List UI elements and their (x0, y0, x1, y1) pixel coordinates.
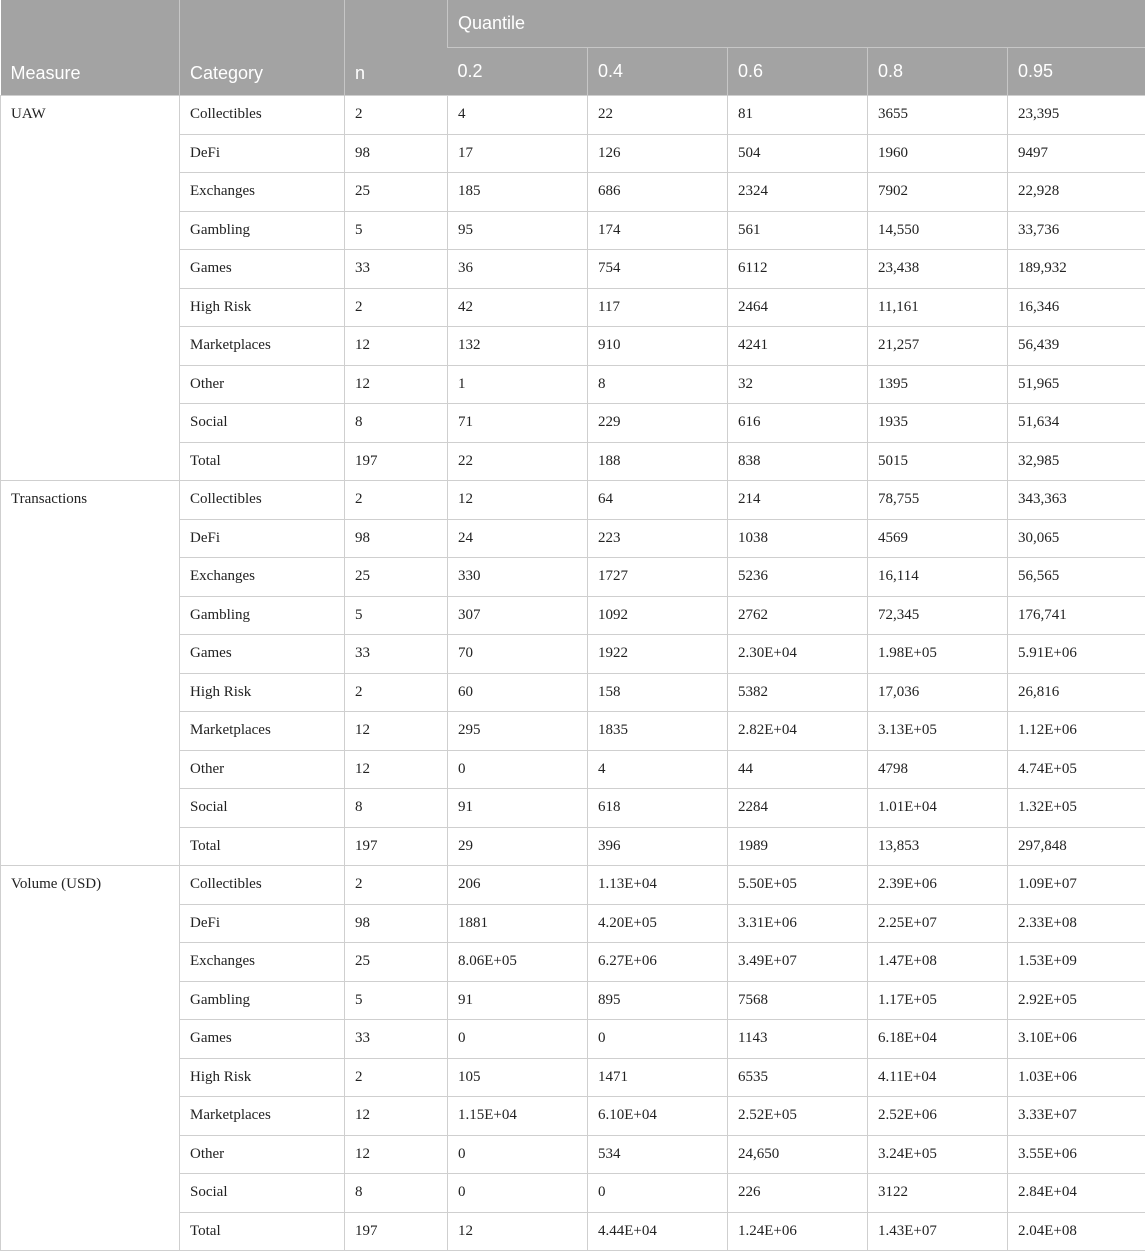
category-cell: Total (180, 1212, 345, 1251)
category-cell: Social (180, 1174, 345, 1213)
header-quantile-0-6: 0.6 (728, 48, 868, 96)
quantile-value-cell: 754 (588, 250, 728, 289)
quantile-value-cell: 295 (448, 712, 588, 751)
quantile-value-cell: 105 (448, 1058, 588, 1097)
quantile-value-cell: 330 (448, 558, 588, 597)
category-cell: DeFi (180, 904, 345, 943)
quantile-value-cell: 81 (728, 96, 868, 135)
quantile-value-cell: 3.55E+06 (1008, 1135, 1145, 1174)
quantile-value-cell: 6535 (728, 1058, 868, 1097)
quantile-value-cell: 2762 (728, 596, 868, 635)
quantile-value-cell: 5236 (728, 558, 868, 597)
category-cell: Games (180, 635, 345, 674)
quantile-value-cell: 91 (448, 789, 588, 828)
measure-cell: Transactions (1, 481, 180, 866)
category-cell: Total (180, 442, 345, 481)
n-cell: 33 (345, 250, 448, 289)
category-cell: Gambling (180, 596, 345, 635)
quantile-value-cell: 16,346 (1008, 288, 1145, 327)
quantile-value-cell: 23,438 (868, 250, 1008, 289)
quantile-value-cell: 3122 (868, 1174, 1008, 1213)
quantile-value-cell: 229 (588, 404, 728, 443)
header-quantile: Quantile (448, 0, 1145, 48)
quantile-value-cell: 0 (448, 1174, 588, 1213)
table-row (1, 96, 1145, 135)
quantile-value-cell: 60 (448, 673, 588, 712)
n-cell: 98 (345, 904, 448, 943)
quantile-value-cell: 17 (448, 134, 588, 173)
measure-cell: Volume (USD) (1, 866, 180, 1251)
n-cell: 12 (345, 327, 448, 366)
header-quantile-0-4: 0.4 (588, 48, 728, 96)
quantile-value-cell: 4.44E+04 (588, 1212, 728, 1251)
quantile-value-cell: 1835 (588, 712, 728, 751)
header-measure: Measure (1, 0, 180, 96)
n-cell: 98 (345, 134, 448, 173)
quantile-value-cell: 30,065 (1008, 519, 1145, 558)
quantile-value-cell: 1.32E+05 (1008, 789, 1145, 828)
category-cell: High Risk (180, 673, 345, 712)
quantile-value-cell: 1038 (728, 519, 868, 558)
category-cell: High Risk (180, 288, 345, 327)
quantile-value-cell: 1935 (868, 404, 1008, 443)
n-cell: 8 (345, 789, 448, 828)
quantile-value-cell: 0 (588, 1174, 728, 1213)
n-cell: 197 (345, 1212, 448, 1251)
category-cell: Marketplaces (180, 1097, 345, 1136)
quantile-value-cell: 223 (588, 519, 728, 558)
quantile-value-cell: 2.52E+06 (868, 1097, 1008, 1136)
category-cell: Other (180, 365, 345, 404)
quantile-value-cell: 5015 (868, 442, 1008, 481)
quantile-value-cell: 11,161 (868, 288, 1008, 327)
quantile-value-cell: 3655 (868, 96, 1008, 135)
quantile-value-cell: 1.53E+09 (1008, 943, 1145, 982)
n-cell: 5 (345, 211, 448, 250)
category-cell: High Risk (180, 1058, 345, 1097)
quantile-value-cell: 226 (728, 1174, 868, 1213)
n-cell: 98 (345, 519, 448, 558)
category-cell: Marketplaces (180, 712, 345, 751)
quantile-value-cell: 4.74E+05 (1008, 750, 1145, 789)
category-cell: Games (180, 250, 345, 289)
quantile-value-cell: 3.33E+07 (1008, 1097, 1145, 1136)
quantile-value-cell: 2324 (728, 173, 868, 212)
category-cell: Gambling (180, 981, 345, 1020)
quantile-value-cell: 24 (448, 519, 588, 558)
quantile-value-cell: 2.30E+04 (728, 635, 868, 674)
quantile-value-cell: 504 (728, 134, 868, 173)
quantile-value-cell: 2.52E+05 (728, 1097, 868, 1136)
n-cell: 25 (345, 943, 448, 982)
category-cell: Exchanges (180, 173, 345, 212)
quantile-value-cell: 534 (588, 1135, 728, 1174)
quantile-value-cell: 396 (588, 827, 728, 866)
category-cell: Collectibles (180, 481, 345, 520)
quantile-value-cell: 22 (588, 96, 728, 135)
quantile-value-cell: 21,257 (868, 327, 1008, 366)
quantile-value-cell: 206 (448, 866, 588, 905)
quantile-value-cell: 12 (448, 481, 588, 520)
quantile-value-cell: 2.92E+05 (1008, 981, 1145, 1020)
quantile-value-cell: 2.84E+04 (1008, 1174, 1145, 1213)
quantile-value-cell: 5382 (728, 673, 868, 712)
quantile-value-cell: 1.43E+07 (868, 1212, 1008, 1251)
quantile-value-cell: 16,114 (868, 558, 1008, 597)
category-cell: Social (180, 789, 345, 828)
quantile-value-cell: 1471 (588, 1058, 728, 1097)
quantile-value-cell: 71 (448, 404, 588, 443)
category-cell: Marketplaces (180, 327, 345, 366)
n-cell: 2 (345, 288, 448, 327)
quantile-value-cell: 33,736 (1008, 211, 1145, 250)
quantile-value-cell: 561 (728, 211, 868, 250)
quantile-value-cell: 174 (588, 211, 728, 250)
quantile-value-cell: 7902 (868, 173, 1008, 212)
quantile-value-cell: 5.50E+05 (728, 866, 868, 905)
quantile-value-cell: 13,853 (868, 827, 1008, 866)
quantile-value-cell: 17,036 (868, 673, 1008, 712)
quantile-value-cell: 12 (448, 1212, 588, 1251)
quantile-value-cell: 6.27E+06 (588, 943, 728, 982)
quantile-value-cell: 126 (588, 134, 728, 173)
n-cell: 2 (345, 866, 448, 905)
n-cell: 8 (345, 404, 448, 443)
n-cell: 2 (345, 96, 448, 135)
quantile-value-cell: 1922 (588, 635, 728, 674)
quantile-value-cell: 72,345 (868, 596, 1008, 635)
quantile-value-cell: 78,755 (868, 481, 1008, 520)
category-cell: Total (180, 827, 345, 866)
category-cell: DeFi (180, 134, 345, 173)
n-cell: 25 (345, 173, 448, 212)
quantile-value-cell: 14,550 (868, 211, 1008, 250)
quantile-value-cell: 3.24E+05 (868, 1135, 1008, 1174)
category-cell: Collectibles (180, 866, 345, 905)
quantile-value-cell: 1960 (868, 134, 1008, 173)
n-cell: 5 (345, 981, 448, 1020)
n-cell: 2 (345, 673, 448, 712)
quantile-value-cell: 0 (448, 1020, 588, 1059)
quantile-value-cell: 158 (588, 673, 728, 712)
quantile-value-cell: 1881 (448, 904, 588, 943)
quantile-value-cell: 4798 (868, 750, 1008, 789)
quantile-value-cell: 297,848 (1008, 827, 1145, 866)
quantile-value-cell: 8.06E+05 (448, 943, 588, 982)
n-cell: 12 (345, 712, 448, 751)
n-cell: 33 (345, 1020, 448, 1059)
quantile-value-cell: 2.04E+08 (1008, 1212, 1145, 1251)
quantile-value-cell: 64 (588, 481, 728, 520)
quantile-value-cell: 70 (448, 635, 588, 674)
quantile-value-cell: 6.18E+04 (868, 1020, 1008, 1059)
quantile-value-cell: 214 (728, 481, 868, 520)
quantile-value-cell: 22 (448, 442, 588, 481)
n-cell: 8 (345, 1174, 448, 1213)
category-cell: Exchanges (180, 558, 345, 597)
quantile-value-cell: 9497 (1008, 134, 1145, 173)
quantile-value-cell: 1.15E+04 (448, 1097, 588, 1136)
quantile-value-cell: 4 (448, 96, 588, 135)
n-cell: 12 (345, 1135, 448, 1174)
n-cell: 197 (345, 827, 448, 866)
quantile-value-cell: 1143 (728, 1020, 868, 1059)
quantile-value-cell: 1092 (588, 596, 728, 635)
quantile-value-cell: 56,439 (1008, 327, 1145, 366)
quantile-value-cell: 3.13E+05 (868, 712, 1008, 751)
quantile-value-cell: 189,932 (1008, 250, 1145, 289)
category-cell: Exchanges (180, 943, 345, 982)
quantile-value-cell: 1989 (728, 827, 868, 866)
quantile-value-cell: 4241 (728, 327, 868, 366)
quantile-value-cell: 23,395 (1008, 96, 1145, 135)
category-cell: Games (180, 1020, 345, 1059)
quantile-value-cell: 1.98E+05 (868, 635, 1008, 674)
quantile-value-cell: 910 (588, 327, 728, 366)
n-cell: 12 (345, 365, 448, 404)
quantile-value-cell: 343,363 (1008, 481, 1145, 520)
quantile-value-cell: 51,965 (1008, 365, 1145, 404)
quantile-value-cell: 36 (448, 250, 588, 289)
quantile-value-cell: 0 (448, 1135, 588, 1174)
quantile-value-cell: 3.31E+06 (728, 904, 868, 943)
n-cell: 2 (345, 1058, 448, 1097)
quantile-value-cell: 4.20E+05 (588, 904, 728, 943)
quantile-value-cell: 132 (448, 327, 588, 366)
header-quantile-0-95: 0.95 (1008, 48, 1145, 96)
quantile-value-cell: 1.24E+06 (728, 1212, 868, 1251)
quantile-value-cell: 1.17E+05 (868, 981, 1008, 1020)
header-quantile-0-2: 0.2 (448, 48, 588, 96)
quantile-value-cell: 1395 (868, 365, 1008, 404)
quantile-value-cell: 51,634 (1008, 404, 1145, 443)
quantile-value-cell: 188 (588, 442, 728, 481)
category-cell: Collectibles (180, 96, 345, 135)
quantile-value-cell: 176,741 (1008, 596, 1145, 635)
quantile-value-cell: 29 (448, 827, 588, 866)
category-cell: Other (180, 750, 345, 789)
quantile-value-cell: 95 (448, 211, 588, 250)
quantile-value-cell: 4569 (868, 519, 1008, 558)
quantile-value-cell: 26,816 (1008, 673, 1145, 712)
category-cell: Social (180, 404, 345, 443)
quantile-value-cell: 56,565 (1008, 558, 1145, 597)
category-cell: Other (180, 1135, 345, 1174)
quantile-value-cell: 616 (728, 404, 868, 443)
quantile-value-cell: 32,985 (1008, 442, 1145, 481)
measure-cell: UAW (1, 96, 180, 481)
n-cell: 12 (345, 750, 448, 789)
quantile-value-cell: 1.09E+07 (1008, 866, 1145, 905)
quantile-value-cell: 91 (448, 981, 588, 1020)
quantile-value-cell: 4.11E+04 (868, 1058, 1008, 1097)
n-cell: 2 (345, 481, 448, 520)
quantile-value-cell: 22,928 (1008, 173, 1145, 212)
quantile-value-cell: 5.91E+06 (1008, 635, 1145, 674)
header-category: Category (180, 0, 345, 96)
quantile-value-cell: 0 (588, 1020, 728, 1059)
quantile-value-cell: 185 (448, 173, 588, 212)
table-row (1, 481, 1145, 520)
quantile-value-cell: 4 (588, 750, 728, 789)
quantile-value-cell: 24,650 (728, 1135, 868, 1174)
quantile-value-cell: 0 (448, 750, 588, 789)
quantile-value-cell: 7568 (728, 981, 868, 1020)
quantile-value-cell: 32 (728, 365, 868, 404)
n-cell: 25 (345, 558, 448, 597)
n-cell: 5 (345, 596, 448, 635)
quantile-value-cell: 42 (448, 288, 588, 327)
quantile-value-cell: 2.39E+06 (868, 866, 1008, 905)
n-cell: 33 (345, 635, 448, 674)
quantile-value-cell: 838 (728, 442, 868, 481)
n-cell: 12 (345, 1097, 448, 1136)
quantile-value-cell: 6.10E+04 (588, 1097, 728, 1136)
quantile-value-cell: 618 (588, 789, 728, 828)
quantile-value-cell: 1.03E+06 (1008, 1058, 1145, 1097)
table-body (1, 96, 1145, 1251)
quantile-value-cell: 2464 (728, 288, 868, 327)
table-header (1, 0, 1145, 96)
quantile-value-cell: 1727 (588, 558, 728, 597)
quantile-value-cell: 117 (588, 288, 728, 327)
quantile-value-cell: 2.82E+04 (728, 712, 868, 751)
quantile-value-cell: 1.01E+04 (868, 789, 1008, 828)
quantile-value-cell: 2.33E+08 (1008, 904, 1145, 943)
category-cell: Gambling (180, 211, 345, 250)
header-n: n (345, 0, 448, 96)
quantile-value-cell: 44 (728, 750, 868, 789)
quantile-value-cell: 2284 (728, 789, 868, 828)
quantile-value-cell: 1.12E+06 (1008, 712, 1145, 751)
quantile-value-cell: 6112 (728, 250, 868, 289)
table-row (1, 866, 1145, 905)
quantile-value-cell: 1 (448, 365, 588, 404)
n-cell: 197 (345, 442, 448, 481)
quantile-value-cell: 307 (448, 596, 588, 635)
header-quantile-0-8: 0.8 (868, 48, 1008, 96)
quantile-value-cell: 3.49E+07 (728, 943, 868, 982)
quantile-value-cell: 8 (588, 365, 728, 404)
category-cell: DeFi (180, 519, 345, 558)
quantile-value-cell: 1.47E+08 (868, 943, 1008, 982)
quantile-value-cell: 3.10E+06 (1008, 1020, 1145, 1059)
quantile-value-cell: 895 (588, 981, 728, 1020)
quantile-value-cell: 2.25E+07 (868, 904, 1008, 943)
quantile-value-cell: 1.13E+04 (588, 866, 728, 905)
quantile-value-cell: 686 (588, 173, 728, 212)
